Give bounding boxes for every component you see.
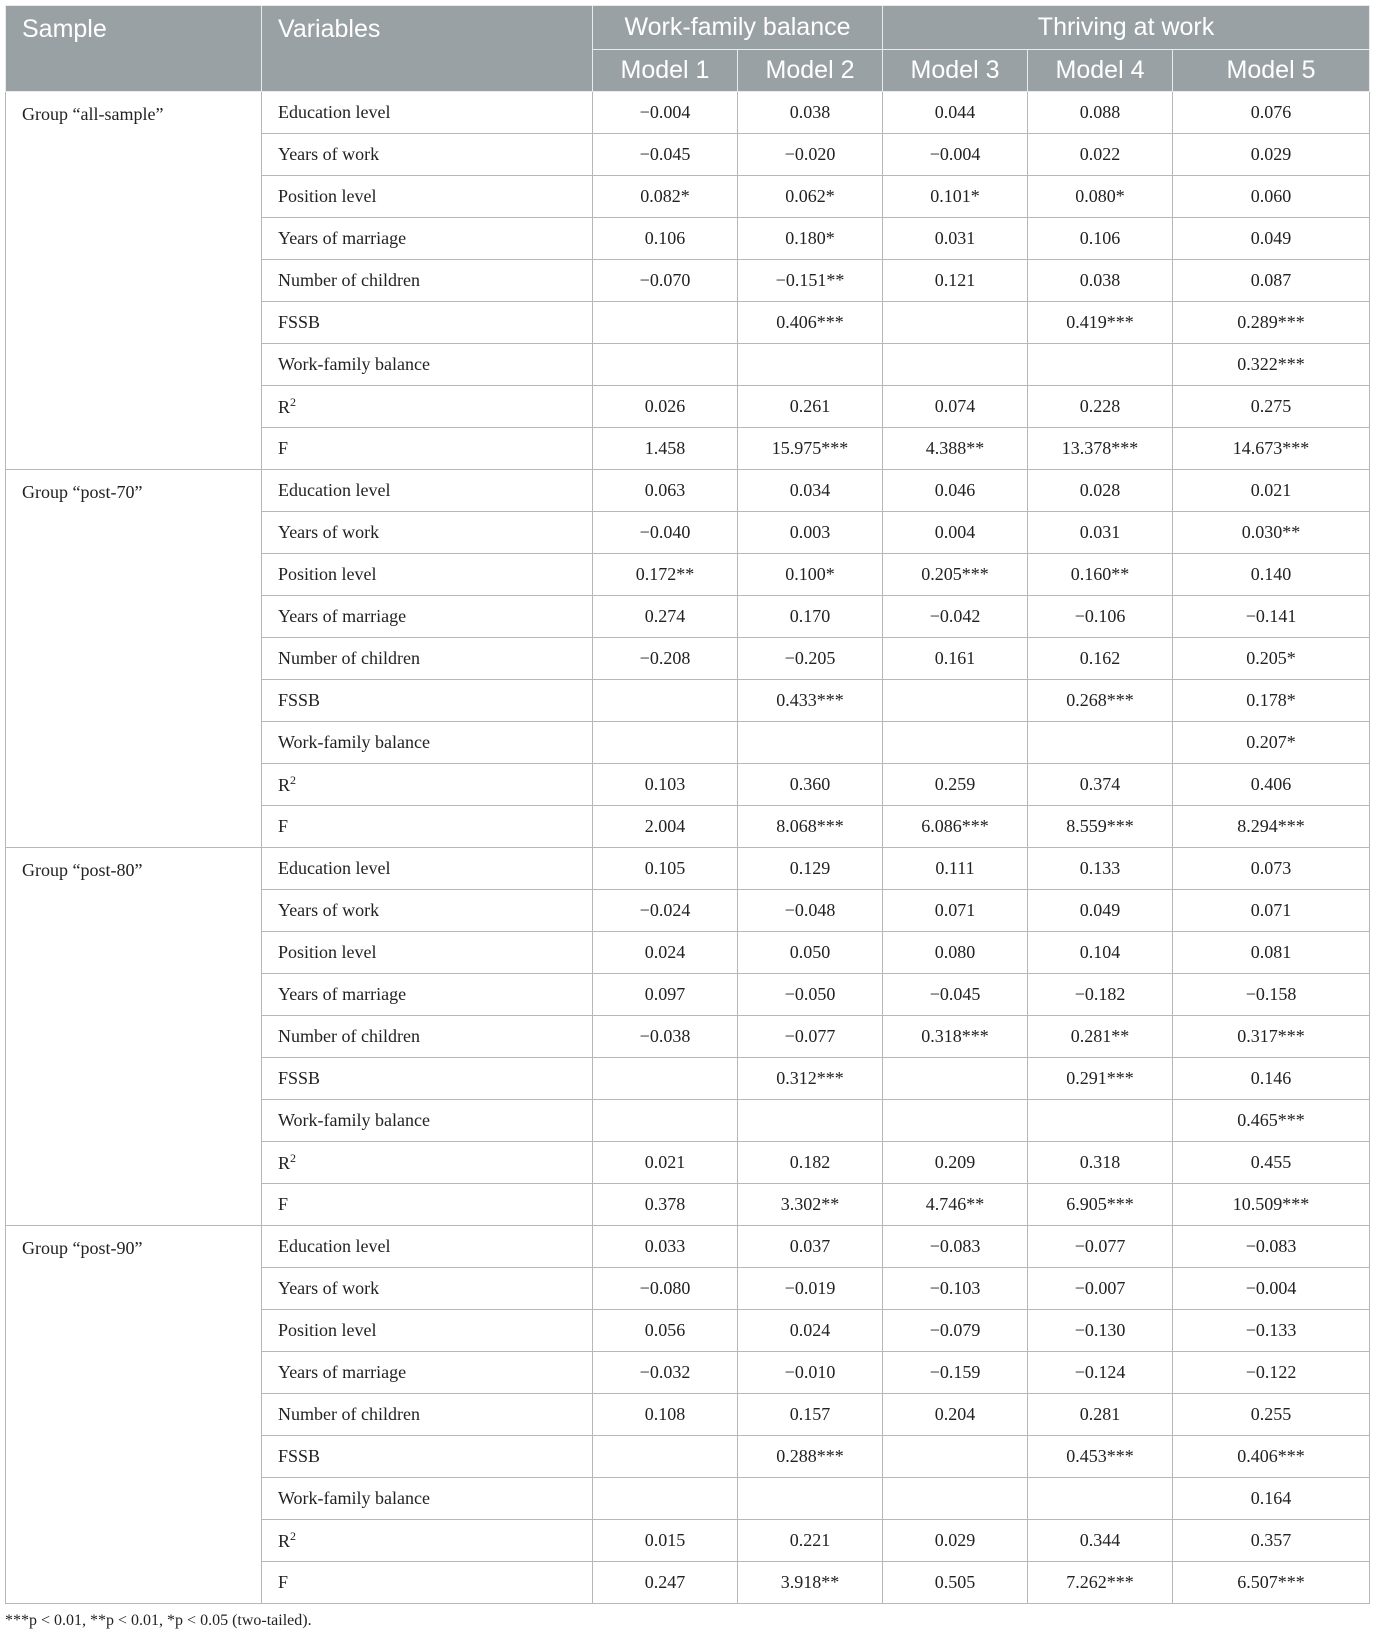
coefficient-cell: −0.208 — [593, 638, 738, 680]
variable-name: Work-family balance — [262, 722, 593, 764]
coefficient-cell: 0.049 — [1173, 218, 1370, 260]
coefficient-cell — [593, 1058, 738, 1100]
header-variables: Variables — [262, 6, 593, 92]
sample-group-label: Group “all-sample” — [6, 92, 262, 470]
coefficient-cell: 0.228 — [1028, 386, 1173, 428]
coefficient-cell: 0.101* — [883, 176, 1028, 218]
coefficient-cell: 3.302** — [738, 1184, 883, 1226]
coefficient-cell: 0.259 — [883, 764, 1028, 806]
coefficient-cell: −0.106 — [1028, 596, 1173, 638]
coefficient-cell: −0.007 — [1028, 1268, 1173, 1310]
coefficient-cell: 0.074 — [883, 386, 1028, 428]
coefficient-cell — [593, 680, 738, 722]
coefficient-cell: 0.406 — [1173, 764, 1370, 806]
coefficient-cell: 1.458 — [593, 428, 738, 470]
variable-name: Years of work — [262, 890, 593, 932]
header-model-1: Model 1 — [593, 50, 738, 92]
header-model-5: Model 5 — [1173, 50, 1370, 92]
coefficient-cell: 0.161 — [883, 638, 1028, 680]
coefficient-cell: 0.082* — [593, 176, 738, 218]
coefficient-cell: 0.255 — [1173, 1394, 1370, 1436]
coefficient-cell: 0.038 — [738, 92, 883, 134]
coefficient-cell: 4.388** — [883, 428, 1028, 470]
coefficient-cell: 0.088 — [1028, 92, 1173, 134]
coefficient-cell: 0.178* — [1173, 680, 1370, 722]
coefficient-cell: −0.010 — [738, 1352, 883, 1394]
coefficient-cell: 0.076 — [1173, 92, 1370, 134]
variable-name: Number of children — [262, 260, 593, 302]
table-row — [6, 1226, 1370, 1268]
coefficient-cell — [738, 1100, 883, 1142]
coefficient-cell: −0.070 — [593, 260, 738, 302]
coefficient-cell: −0.079 — [883, 1310, 1028, 1352]
coefficient-cell: 0.021 — [1173, 470, 1370, 512]
coefficient-cell: −0.045 — [593, 134, 738, 176]
regression-table — [5, 5, 1370, 1604]
variable-name: $R^2$ — [262, 764, 593, 806]
variable-name: Position level — [262, 932, 593, 974]
coefficient-cell: −0.004 — [593, 92, 738, 134]
coefficient-cell: −0.048 — [738, 890, 883, 932]
coefficient-cell — [593, 1100, 738, 1142]
coefficient-cell: 0.274 — [593, 596, 738, 638]
coefficient-cell: 0.453*** — [1028, 1436, 1173, 1478]
coefficient-cell: 0.037 — [738, 1226, 883, 1268]
coefficient-cell: 0.021 — [593, 1142, 738, 1184]
coefficient-cell: 0.029 — [1173, 134, 1370, 176]
coefficient-cell: −0.040 — [593, 512, 738, 554]
coefficient-cell: 6.086*** — [883, 806, 1028, 848]
coefficient-cell: 0.049 — [1028, 890, 1173, 932]
coefficient-cell: 0.106 — [593, 218, 738, 260]
coefficient-cell: 0.378 — [593, 1184, 738, 1226]
coefficient-cell: −0.038 — [593, 1016, 738, 1058]
variable-name: Position level — [262, 1310, 593, 1352]
coefficient-cell: 8.294*** — [1173, 806, 1370, 848]
variable-name: Work-family balance — [262, 344, 593, 386]
header-sample: Sample — [6, 6, 262, 92]
variable-name: Years of marriage — [262, 974, 593, 1016]
coefficient-cell — [593, 1436, 738, 1478]
coefficient-cell: 0.317*** — [1173, 1016, 1370, 1058]
coefficient-cell: −0.004 — [1173, 1268, 1370, 1310]
coefficient-cell — [1028, 722, 1173, 764]
coefficient-cell: 8.068*** — [738, 806, 883, 848]
coefficient-cell: 0.033 — [593, 1226, 738, 1268]
coefficient-cell: 0.291*** — [1028, 1058, 1173, 1100]
coefficient-cell: 0.030** — [1173, 512, 1370, 554]
coefficient-cell: 0.024 — [593, 932, 738, 974]
variable-name: Education level — [262, 470, 593, 512]
coefficient-cell: 0.157 — [738, 1394, 883, 1436]
coefficient-cell: −0.050 — [738, 974, 883, 1016]
coefficient-cell: −0.019 — [738, 1268, 883, 1310]
variable-name: FSSB — [262, 680, 593, 722]
coefficient-cell — [883, 1058, 1028, 1100]
coefficient-cell: 0.455 — [1173, 1142, 1370, 1184]
coefficient-cell: 0.133 — [1028, 848, 1173, 890]
coefficient-cell: 0.080 — [883, 932, 1028, 974]
coefficient-cell: 0.108 — [593, 1394, 738, 1436]
coefficient-cell: 0.056 — [593, 1310, 738, 1352]
variable-name: Years of marriage — [262, 1352, 593, 1394]
coefficient-cell: 0.050 — [738, 932, 883, 974]
variable-name: Years of work — [262, 512, 593, 554]
variable-name: Years of marriage — [262, 596, 593, 638]
coefficient-cell: 0.044 — [883, 92, 1028, 134]
coefficient-cell: 7.262*** — [1028, 1562, 1173, 1604]
coefficient-cell: −0.141 — [1173, 596, 1370, 638]
coefficient-cell: −0.045 — [883, 974, 1028, 1016]
variable-name: Number of children — [262, 1394, 593, 1436]
coefficient-cell: 0.111 — [883, 848, 1028, 890]
variable-name: Position level — [262, 554, 593, 596]
coefficient-cell: 0.104 — [1028, 932, 1173, 974]
coefficient-cell: 0.046 — [883, 470, 1028, 512]
coefficient-cell — [593, 344, 738, 386]
coefficient-cell — [1028, 1100, 1173, 1142]
variable-name: Education level — [262, 848, 593, 890]
coefficient-cell: 8.559*** — [1028, 806, 1173, 848]
variable-name: FSSB — [262, 1058, 593, 1100]
coefficient-cell — [593, 302, 738, 344]
coefficient-cell — [883, 344, 1028, 386]
coefficient-cell: 0.038 — [1028, 260, 1173, 302]
table-header — [6, 6, 1370, 92]
coefficient-cell: 0.205* — [1173, 638, 1370, 680]
coefficient-cell: 13.378*** — [1028, 428, 1173, 470]
coefficient-cell: 0.318*** — [883, 1016, 1028, 1058]
coefficient-cell: −0.080 — [593, 1268, 738, 1310]
coefficient-cell: −0.042 — [883, 596, 1028, 638]
table-body — [6, 92, 1370, 1604]
coefficient-cell: 0.281** — [1028, 1016, 1173, 1058]
coefficient-cell: 6.905*** — [1028, 1184, 1173, 1226]
coefficient-cell: −0.124 — [1028, 1352, 1173, 1394]
coefficient-cell: 0.146 — [1173, 1058, 1370, 1100]
coefficient-cell: 0.419*** — [1028, 302, 1173, 344]
coefficient-cell — [883, 1436, 1028, 1478]
coefficient-cell: 0.162 — [1028, 638, 1173, 680]
variable-name: Education level — [262, 1226, 593, 1268]
coefficient-cell — [1028, 344, 1173, 386]
coefficient-cell: −0.182 — [1028, 974, 1173, 1016]
coefficient-cell: 2.004 — [593, 806, 738, 848]
coefficient-cell: −0.077 — [1028, 1226, 1173, 1268]
variable-name: F — [262, 1562, 593, 1604]
coefficient-cell: −0.159 — [883, 1352, 1028, 1394]
coefficient-cell: 4.746** — [883, 1184, 1028, 1226]
coefficient-cell: 0.100* — [738, 554, 883, 596]
coefficient-cell: −0.020 — [738, 134, 883, 176]
coefficient-cell — [883, 1100, 1028, 1142]
variable-name: Work-family balance — [262, 1478, 593, 1520]
coefficient-cell — [738, 722, 883, 764]
sample-group-label: Group “post-80” — [6, 848, 262, 1226]
coefficient-cell — [883, 1478, 1028, 1520]
coefficient-cell — [883, 302, 1028, 344]
coefficient-cell: 0.071 — [883, 890, 1028, 932]
coefficient-cell: 0.071 — [1173, 890, 1370, 932]
coefficient-cell: 0.080* — [1028, 176, 1173, 218]
coefficient-cell: 0.505 — [883, 1562, 1028, 1604]
coefficient-cell — [883, 722, 1028, 764]
coefficient-cell: −0.004 — [883, 134, 1028, 176]
coefficient-cell: −0.083 — [883, 1226, 1028, 1268]
coefficient-cell: 0.022 — [1028, 134, 1173, 176]
coefficient-cell: 0.207* — [1173, 722, 1370, 764]
coefficient-cell: 14.673*** — [1173, 428, 1370, 470]
coefficient-cell: −0.130 — [1028, 1310, 1173, 1352]
coefficient-cell: 0.221 — [738, 1520, 883, 1562]
coefficient-cell: 0.121 — [883, 260, 1028, 302]
coefficient-cell — [593, 722, 738, 764]
table-row — [6, 92, 1370, 134]
coefficient-cell: −0.133 — [1173, 1310, 1370, 1352]
coefficient-cell: −0.122 — [1173, 1352, 1370, 1394]
coefficient-cell: −0.024 — [593, 890, 738, 932]
coefficient-cell: 0.433*** — [738, 680, 883, 722]
coefficient-cell: 0.261 — [738, 386, 883, 428]
coefficient-cell: 0.406*** — [1173, 1436, 1370, 1478]
sample-group-label: Group “post-70” — [6, 470, 262, 848]
coefficient-cell: 0.105 — [593, 848, 738, 890]
coefficient-cell: 6.507*** — [1173, 1562, 1370, 1604]
coefficient-cell: 0.360 — [738, 764, 883, 806]
variable-name: $R^2$ — [262, 386, 593, 428]
table-footnote: ***p < 0.01, **p < 0.01, *p < 0.05 (two-tailed). — [5, 1612, 312, 1629]
coefficient-cell: 0.289*** — [1173, 302, 1370, 344]
header-thriving-at-work: Thriving at work — [883, 6, 1370, 50]
coefficient-cell: 0.275 — [1173, 386, 1370, 428]
coefficient-cell: 0.205*** — [883, 554, 1028, 596]
coefficient-cell: 0.318 — [1028, 1142, 1173, 1184]
coefficient-cell: −0.083 — [1173, 1226, 1370, 1268]
table-row — [6, 470, 1370, 512]
coefficient-cell: 0.026 — [593, 386, 738, 428]
coefficient-cell — [738, 1478, 883, 1520]
coefficient-cell: 0.031 — [1028, 512, 1173, 554]
coefficient-cell: 0.268*** — [1028, 680, 1173, 722]
coefficient-cell: 0.060 — [1173, 176, 1370, 218]
coefficient-cell: 0.164 — [1173, 1478, 1370, 1520]
variable-name: $R^2$ — [262, 1142, 593, 1184]
coefficient-cell: 0.180* — [738, 218, 883, 260]
coefficient-cell: 0.073 — [1173, 848, 1370, 890]
coefficient-cell: 0.081 — [1173, 932, 1370, 974]
coefficient-cell — [593, 1478, 738, 1520]
coefficient-cell: 0.172** — [593, 554, 738, 596]
coefficient-cell: 0.015 — [593, 1520, 738, 1562]
coefficient-cell: 0.140 — [1173, 554, 1370, 596]
variable-name: F — [262, 1184, 593, 1226]
variable-name: FSSB — [262, 302, 593, 344]
variable-name: FSSB — [262, 1436, 593, 1478]
coefficient-cell: −0.205 — [738, 638, 883, 680]
variable-name: Years of work — [262, 1268, 593, 1310]
coefficient-cell: 0.406*** — [738, 302, 883, 344]
coefficient-cell: 15.975*** — [738, 428, 883, 470]
coefficient-cell: 0.029 — [883, 1520, 1028, 1562]
coefficient-cell: 0.063 — [593, 470, 738, 512]
variable-name: Number of children — [262, 638, 593, 680]
coefficient-cell: 0.182 — [738, 1142, 883, 1184]
header-model-2: Model 2 — [738, 50, 883, 92]
coefficient-cell: 0.106 — [1028, 218, 1173, 260]
coefficient-cell: −0.158 — [1173, 974, 1370, 1016]
variable-name: F — [262, 428, 593, 470]
coefficient-cell: 0.281 — [1028, 1394, 1173, 1436]
coefficient-cell: 0.024 — [738, 1310, 883, 1352]
coefficient-cell: 0.465*** — [1173, 1100, 1370, 1142]
variable-name: Education level — [262, 92, 593, 134]
coefficient-cell: 0.344 — [1028, 1520, 1173, 1562]
coefficient-cell: 0.004 — [883, 512, 1028, 554]
coefficient-cell: −0.032 — [593, 1352, 738, 1394]
coefficient-cell: 10.509*** — [1173, 1184, 1370, 1226]
coefficient-cell: 0.374 — [1028, 764, 1173, 806]
coefficient-cell — [883, 680, 1028, 722]
coefficient-cell: 0.204 — [883, 1394, 1028, 1436]
coefficient-cell: 3.918** — [738, 1562, 883, 1604]
coefficient-cell: −0.103 — [883, 1268, 1028, 1310]
coefficient-cell: 0.170 — [738, 596, 883, 638]
variable-name: Number of children — [262, 1016, 593, 1058]
coefficient-cell: 0.034 — [738, 470, 883, 512]
coefficient-cell: −0.077 — [738, 1016, 883, 1058]
coefficient-cell: 0.087 — [1173, 260, 1370, 302]
coefficient-cell: 0.312*** — [738, 1058, 883, 1100]
coefficient-cell: 0.129 — [738, 848, 883, 890]
header-work-family-balance: Work-family balance — [593, 6, 883, 50]
variable-name: Years of marriage — [262, 218, 593, 260]
header-model-3: Model 3 — [883, 50, 1028, 92]
header-model-4: Model 4 — [1028, 50, 1173, 92]
coefficient-cell: −0.151** — [738, 260, 883, 302]
coefficient-cell: 0.103 — [593, 764, 738, 806]
coefficient-cell: 0.160** — [1028, 554, 1173, 596]
coefficient-cell: 0.357 — [1173, 1520, 1370, 1562]
variable-name: Years of work — [262, 134, 593, 176]
coefficient-cell: 0.003 — [738, 512, 883, 554]
coefficient-cell: 0.322*** — [1173, 344, 1370, 386]
coefficient-cell: 0.288*** — [738, 1436, 883, 1478]
coefficient-cell: 0.028 — [1028, 470, 1173, 512]
variable-name: $R^2$ — [262, 1520, 593, 1562]
table-row — [6, 848, 1370, 890]
variable-name: Work-family balance — [262, 1100, 593, 1142]
coefficient-cell: 0.247 — [593, 1562, 738, 1604]
sample-group-label: Group “post-90” — [6, 1226, 262, 1604]
coefficient-cell — [1028, 1478, 1173, 1520]
variable-name: Position level — [262, 176, 593, 218]
coefficient-cell — [738, 344, 883, 386]
coefficient-cell: 0.097 — [593, 974, 738, 1016]
coefficient-cell: 0.062* — [738, 176, 883, 218]
coefficient-cell: 0.031 — [883, 218, 1028, 260]
variable-name: F — [262, 806, 593, 848]
coefficient-cell: 0.209 — [883, 1142, 1028, 1184]
